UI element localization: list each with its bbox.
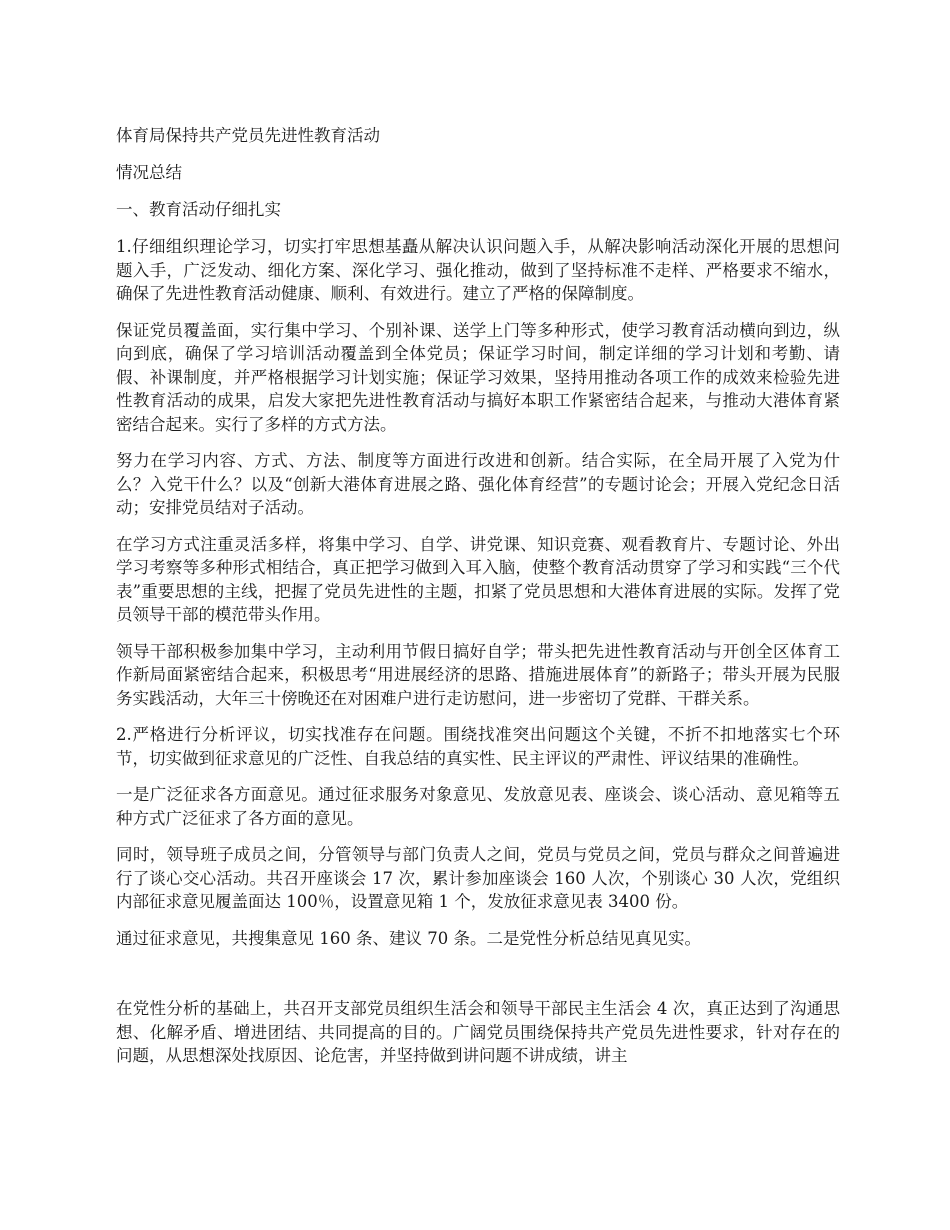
paragraph-heart-talks: 同时，领导班子成员之间，分管领导与部门负责人之间，党员与党员之间，党员与群众之间普遍进行了谈心交心活动。共召开座谈会 17 次，累计参加座谈会 160 人次，个别谈心 30 人次，党组织内部征求意见履盖面达 100％，设置意见箱 1 个，发放征求意见表 3400 份。	[116, 845, 840, 911]
paragraph-study-methods: 在学习方式注重灵活多样，将集中学习、自学、讲党课、知识竞赛、观看教育片、专题讨论、外出学习考察等多种形式相结合，真正把学习做到入耳入脑，使整个教育活动贯穿了学习和实践“三个代表”重要思想的主线，把握了党员先进性的主题，扣紧了党员思想和大港体育进展的实际。发挥了党员领导干部的模范带头作用。	[116, 534, 840, 624]
section-gap	[116, 963, 840, 997]
paragraph-opinions-collected: 通过征求意见，共搜集意见 160 条、建议 70 条。二是党性分析总结见真见实。	[116, 928, 701, 948]
paragraph-party-analysis: 在党性分析的基础上，共召开支部党员组织生活会和领导干部民主生活会 4 次，真正达到了沟通思想、化解矛盾、增进团结、共同提高的目的。广阔党员围绕保持共产党员先进性要求，针对存在的问题，从思想深处找原因、论危害，并坚持做到讲问题不讲成绩，讲主	[116, 999, 840, 1065]
paragraph-theory-study: 1.仔细组织理论学习，切实打牢思想基矗从解决认识问题入手，从解决影响活动深化开展的思想问题入手，广泛发动、细化方案、深化学习、强化推动，做到了坚持标准不走样、严格要求不缩水，确保了先进性教育活动健康、顺利、有效进行。建立了严格的保障制度。	[116, 237, 840, 303]
document-page	[116, 124, 840, 1081]
document-subtitle: 情况总结	[116, 163, 182, 182]
paragraph-leaders: 领导干部积极参加集中学习，主动利用节假日搞好自学；带头把先进性教育活动与开创全区体育工作新局面紧密结合起来，积极思考“用进展经济的思路、措施进展体育”的新路子；带头开展为民服务实践活动，大年三十傍晚还在对困难户进行走访慰问，进一步密切了党群、干群关系。	[116, 641, 840, 708]
document-title: 体育局保持共产党员先进性教育活动	[116, 126, 380, 145]
paragraph-solicit-opinions: 一是广泛征求各方面意见。通过征求服务对象意见、发放意见表、座谈会、谈心活动、意见箱等五种方式广泛征求了各方面的意见。	[116, 785, 840, 828]
paragraph-innovation: 努力在学习内容、方式、方法、制度等方面进行改进和创新。结合实际，在全局开展了入党为什么？入党干什么？以及“创新大港体育进展之路、强化体育经营”的专题讨论会；开展入党纪念日活动；安排党员结对子活动。	[116, 451, 840, 517]
paragraph-coverage: 保证党员覆盖面，实行集中学习、个别补课、送学上门等多种形式，使学习教育活动横向到边，纵向到底，确保了学习培训活动覆盖到全体党员；保证学习时间，制定详细的学习计划和考勤、请假、补课制度，并严格根据学习计划实施；保证学习效果，坚持用推动各项工作的成效来检验先进性教育活动的成果，启发大家把先进性教育活动与搞好本职工作紧密结合起来，与推动大港体育紧密结合起来。实行了多样的方式方法。	[116, 320, 840, 434]
paragraph-analysis-review: 2.严格进行分析评议，切实找准存在问题。围绕找准突出问题这个关键，不折不扣地落实七个环节，切实做到征求意见的广泛性、自我总结的真实性、民主评议的严肃性、评议结果的准确性。	[116, 725, 840, 768]
section-heading: 一、教育活动仔细扎实	[116, 200, 281, 219]
